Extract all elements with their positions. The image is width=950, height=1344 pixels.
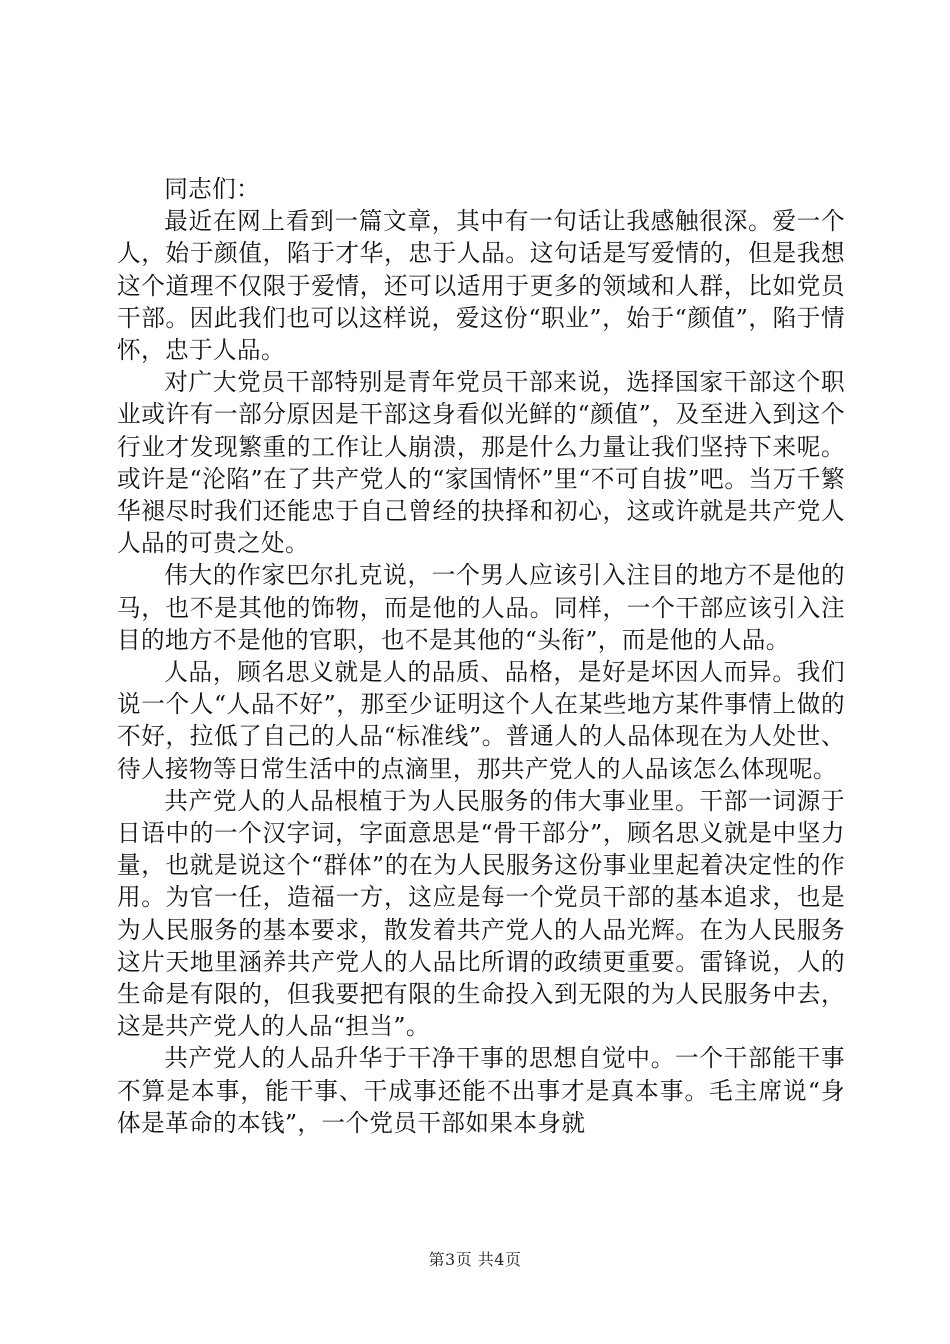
paragraph: 伟大的作家巴尔扎克说，一个男人应该引入注目的地方不是他的马，也不是其他的饰物，而是他的人品。同样，一个干部应该引入注目的地方不是他的官职，也不是其他的“头衔”，而是他的人品。 <box>117 561 845 654</box>
document-body <box>117 173 845 1139</box>
greeting: 同志们： <box>164 175 261 203</box>
paragraph: 共产党人的人品根植于为人民服务的伟大事业里。干部一词源于日语中的一个汉字词，字面意思是“骨干部分”，顾名思义就是中坚力量，也就是说这个“群体”的在为人民服务这份事业里起着决定性的作用。为官一任，造福一方，这应是每一个党员干部的基本追求，也是为人民服务的基本要求，散发着共产党人的人品光辉。在为人民服务这片天地里涵养共产党人的人品比所谓的政绩更重要。雷锋说，人的生命是有限的，但我要把有限的生命投入到无限的为人民服务中去，这是共产党人的人品“担当”。 <box>117 786 845 1041</box>
paragraph: 人品，顾名思义就是人的品质、品格，是好是坏因人而异。我们说一个人“人品不好”，那至少证明这个人在某些地方某件事情上做的不好，拉低了自己的人品“标准线”。普通人的人品体现在为人处世、待人接物等日常生活中的点滴里，那共产党人的人品该怎么体现呢。 <box>117 658 845 783</box>
page-footer: 第3页 共4页 <box>428 1250 522 1269</box>
paragraph: 最近在网上看到一篇文章，其中有一句话让我感触很深。爱一个人，始于颜值，陷于才华，忠于人品。这句话是写爱情的，但是我想这个道理不仅限于爱情，还可以适用于更多的领域和人群，比如党员干部。因此我们也可以这样说，爱这份“职业”，始于“颜值”，陷于情怀，忠于人品。 <box>117 207 845 365</box>
paragraph: 共产党人的人品升华于干净干事的思想自觉中。一个干部能干事不算是本事，能干事、干成事还能不出事才是真本事。毛主席说“身体是革命的本钱”，一个党员干部如果本身就 <box>117 1044 845 1137</box>
paragraph: 对广大党员干部特别是青年党员干部来说，选择国家干部这个职业或许有一部分原因是干部这身看似光鲜的“颜值”，及至进入到这个行业才发现繁重的工作让人崩溃，那是什么力量让我们坚持下来呢。或许是“沦陷”在了共产党人的“家国情怀”里“不可自拔”吧。当万千繁华褪尽时我们还能忠于自己曾经的抉择和初心，这或许就是共产党人人品的可贵之处。 <box>117 368 845 558</box>
